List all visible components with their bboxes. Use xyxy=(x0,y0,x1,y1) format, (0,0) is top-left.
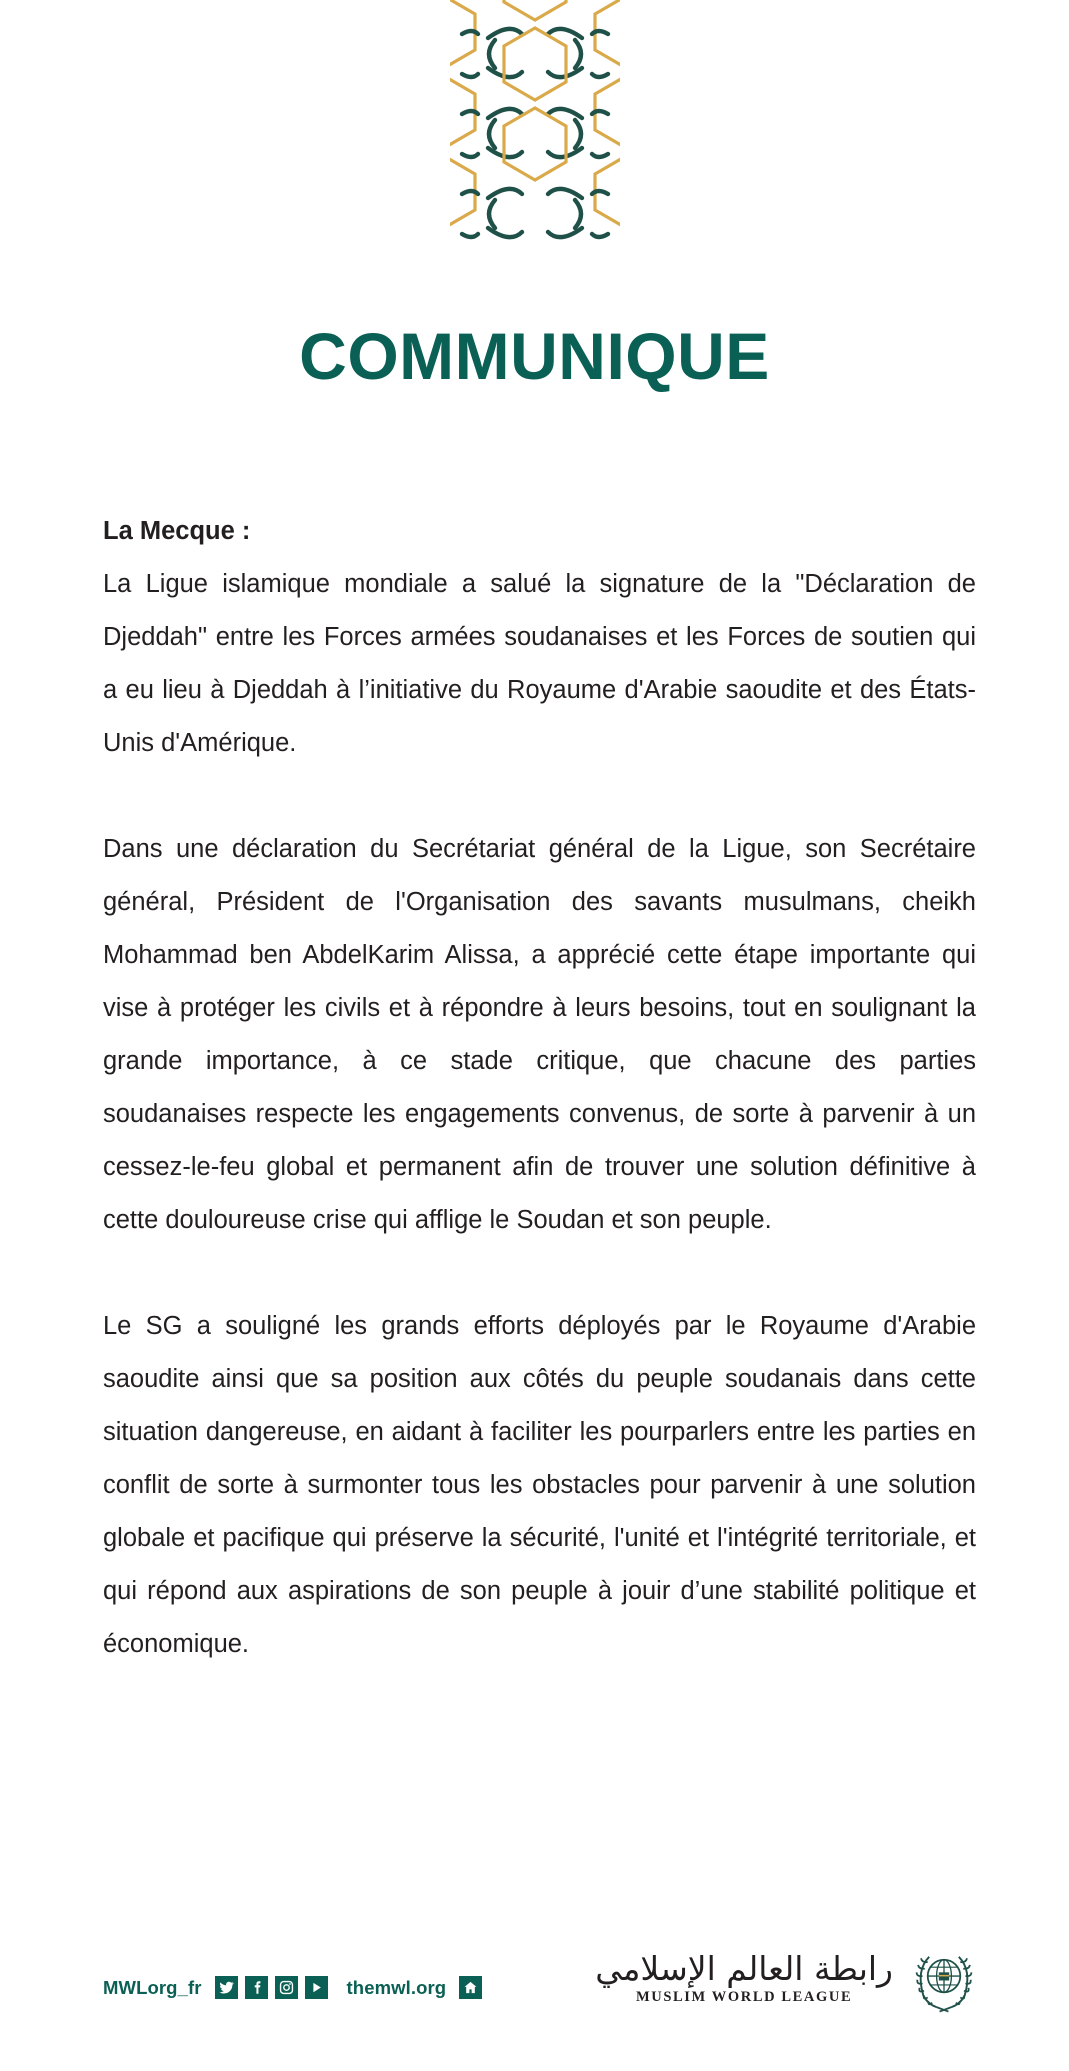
paragraph-1 xyxy=(103,505,976,770)
mwl-arabic-name: رابطة العالم الإسلامي xyxy=(595,1949,893,1988)
home-icon[interactable] xyxy=(459,1976,482,1999)
paragraph-3-text: Le SG a souligné les grands efforts déployés par le Royaume d'Arabie saoudite ainsi que sa position aux côtés du peuple soudanais dans cette situation dangereuse, en aidant à faciliter les pourparlers entre les parties en conflit de sorte à surmonter tous les obstacles pour parvenir à une solution globale et pacifique qui préserve la sécurité, l'unité et l'intégrité territoriale, et qui répond aux aspirations de son peuple à jouir d’une stabilité politique et économique. xyxy=(103,1312,976,1658)
paragraph-1-text: La Ligue islamique mondiale a salué la signature de la "Déclaration de Djeddah" entre les Forces armées soudanaises et les Forces de soutien qui a eu lieu à Djeddah à l’initiative du Royaume d'Arabie saoudite et des États-Unis d'Amérique. xyxy=(103,570,976,757)
dateline-label: La Mecque : xyxy=(103,517,251,545)
mwl-logo xyxy=(595,1942,981,2016)
instagram-icon[interactable] xyxy=(275,1976,298,1999)
paragraph-3 xyxy=(103,1300,976,1671)
page-footer xyxy=(0,1921,1069,2071)
twitter-icon[interactable] xyxy=(215,1976,238,1999)
islamic-geometric-pattern xyxy=(450,0,620,258)
paragraph-2-text: Dans une déclaration du Secrétariat général de la Ligue, son Secrétaire général, Président de l'Organisation des savants musulmans, cheikh Mohammad ben AbdelKarim Alissa, a apprécié cette étape importante qui vise à protéger les civils et à répondre à leurs besoins, tout en soulignant la grande importance, à ce stade critique, que chacune des parties soudanaises respecte les engagements convenus, de sorte à parvenir à un cessez-le-feu global et permanent afin de trouver une solution définitive à cette douloureuse crise qui afflige le Soudan et son peuple. xyxy=(103,835,976,1234)
paragraph-2 xyxy=(103,823,976,1247)
page-title: COMMUNIQUE xyxy=(299,319,770,393)
youtube-icon[interactable] xyxy=(305,1976,328,1999)
mwl-english-name: MUSLIM WORLD LEAGUE xyxy=(635,1989,853,2005)
article-body xyxy=(103,505,976,1671)
website-label: themwl.org xyxy=(346,1976,447,1998)
social-handle: MWLorg_fr xyxy=(103,1976,202,1998)
facebook-icon[interactable] xyxy=(245,1976,268,1999)
social-bar xyxy=(103,1976,482,1999)
mwl-logo-text xyxy=(595,1949,893,2006)
mwl-globe-wreath-emblem xyxy=(907,1942,981,2016)
